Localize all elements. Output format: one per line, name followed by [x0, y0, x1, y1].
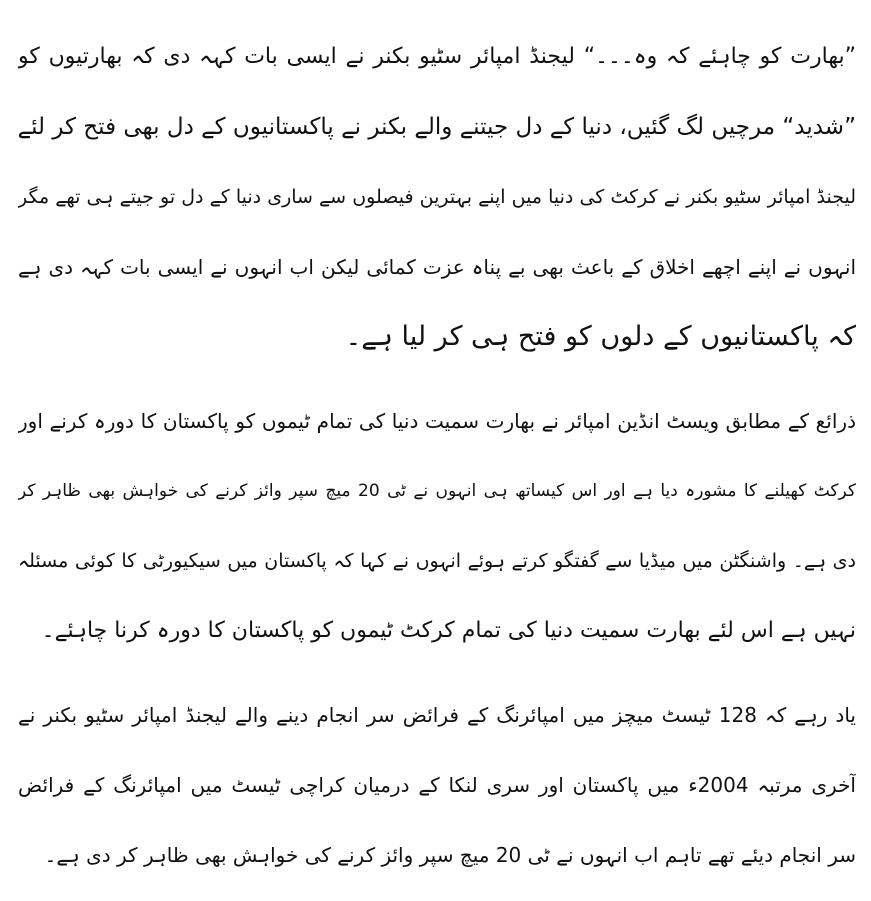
paragraph-sources [18, 386, 856, 666]
paragraph-background [18, 680, 856, 890]
text-line: ذرائع کے مطابق ویسٹ انڈین امپائر نے بھارت سمیت دنیا کی تمام ٹیموں کو پاکستان کا دورہ کرنے اور [18, 409, 856, 433]
text-line: لیجنڈ امپائر سٹیو بکنر نے کرکٹ کی دنیا میں اپنے بہترین فیصلوں سے ساری دنیا کے دل تو جیتے ہی تھے مگر [18, 186, 856, 208]
text-line: آخری مرتبہ 2004ء میں پاکستان اور سری لنکا کے درمیان کراچی ٹیسٹ میں امپائرنگ کے فرائض [18, 773, 856, 797]
text-line: یاد رہے کہ 128 ٹیسٹ میچز میں امپائرنگ کے فرائض سر انجام دینے والے لیجنڈ امپائر سٹیو بکنر نے [18, 703, 856, 727]
paragraph-intro [18, 22, 856, 372]
text-line: ”شدید“ مرچیں لگ گئیں، دنیا کے دل جیتنے والے بکنر نے پاکستانیوں کے دل بھی فتح کر لئے [18, 114, 856, 140]
text-line: نہیں ہے اس لئے بھارت سمیت دنیا کی تمام کرکٹ ٹیموں کو پاکستان کا دورہ کرنا چاہئے۔ [41, 618, 856, 643]
text-line: انہوں نے اپنے اچھے اخلاق کے باعث بھی بے پناہ عزت کمائی لیکن اب انہوں نے ایسی بات کہہ دی ہے [18, 255, 856, 279]
paragraph-gap [18, 372, 856, 386]
text-line: سر انجام دیئے تھے تاہم اب انہوں نے ٹی 20 میچ سپر وائز کرنے کی خواہش بھی ظاہر کر دی ہے۔ [44, 843, 856, 867]
text-line: ”بھارت کو چاہئے کہ وہ۔۔۔“ لیجنڈ امپائر سٹیو بکنر نے ایسی بات کہہ دی کہ بھارتیوں کو [18, 44, 856, 69]
text-line: دی ہے۔ واشنگٹن میں میڈیا سے گفتگو کرتے ہوئے انہوں نے کہا کہ پاکستان میں سیکیورٹی کا کوئی مسئلہ [18, 550, 856, 572]
text-line: کرکٹ کھیلنے کا مشورہ دیا ہے اور اس کیساتھ ہی انہوں نے ٹی 20 میچ سپر وائز کرنے کی خواہش بھی ظاہر کر [18, 481, 856, 501]
text-line: کہ پاکستانیوں کے دلوں کو فتح ہی کر لیا ہے۔ [345, 321, 856, 352]
article-body [18, 22, 856, 890]
paragraph-gap [18, 666, 856, 680]
